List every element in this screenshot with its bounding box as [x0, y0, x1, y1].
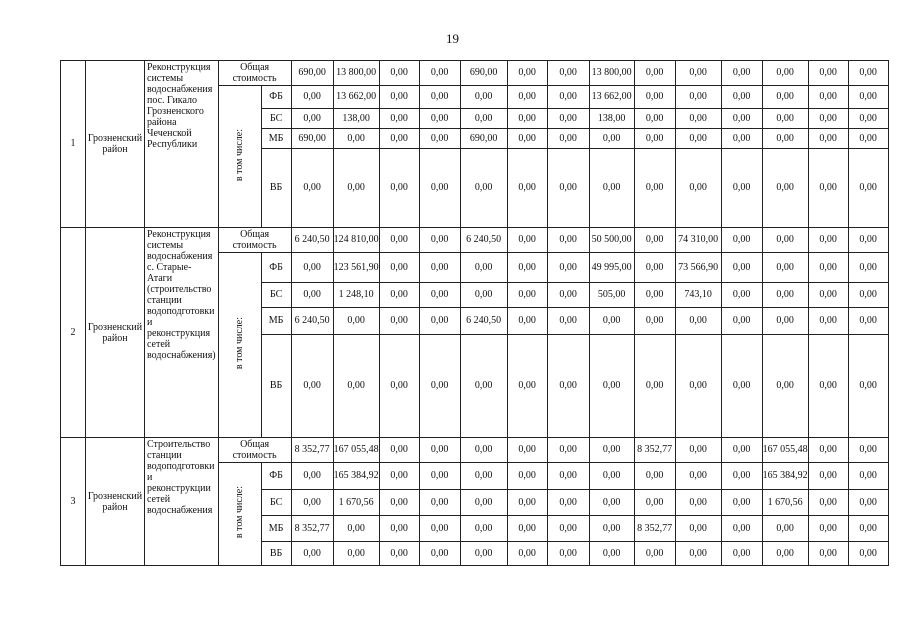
value-cell: 0,00 — [808, 283, 848, 308]
value-cell: 0,00 — [808, 129, 848, 149]
value-cell: 0,00 — [675, 463, 721, 490]
value-cell: 0,00 — [379, 335, 419, 438]
value-cell: 0,00 — [507, 463, 547, 490]
value-cell: 690,00 — [291, 61, 333, 86]
value-cell: 0,00 — [547, 86, 589, 109]
value-cell: 0,00 — [547, 129, 589, 149]
value-cell: 0,00 — [547, 61, 589, 86]
value-cell: 1 248,10 — [333, 283, 379, 308]
value-cell: 0,00 — [547, 516, 589, 542]
value-cell: 0,00 — [291, 490, 333, 516]
value-cell: 0,00 — [547, 283, 589, 308]
value-cell: 0,00 — [675, 516, 721, 542]
value-cell: 0,00 — [762, 228, 808, 253]
page-number: 19 — [446, 31, 459, 46]
value-cell: 0,00 — [634, 308, 675, 335]
value-cell: 8 352,77 — [291, 516, 333, 542]
district-name: Грозненский район — [86, 61, 145, 228]
table-row-total — [61, 228, 889, 253]
value-cell: 0,00 — [507, 308, 547, 335]
value-cell: 0,00 — [379, 438, 419, 463]
value-cell: 0,00 — [848, 129, 888, 149]
value-cell: 0,00 — [507, 129, 547, 149]
row-index: 1 — [61, 61, 86, 228]
value-cell: 0,00 — [507, 253, 547, 283]
value-cell: 0,00 — [848, 109, 888, 129]
value-cell: 0,00 — [333, 149, 379, 228]
value-cell: 0,00 — [848, 228, 888, 253]
value-cell: 0,00 — [419, 542, 460, 566]
value-cell: 0,00 — [333, 516, 379, 542]
value-cell: 0,00 — [547, 335, 589, 438]
value-cell: 0,00 — [379, 86, 419, 109]
including-label-text: в том числе: — [233, 486, 245, 539]
value-cell: 165 384,92 — [762, 463, 808, 490]
value-cell: 0,00 — [808, 308, 848, 335]
value-cell: 0,00 — [721, 283, 762, 308]
value-cell: 0,00 — [675, 438, 721, 463]
value-cell: 0,00 — [721, 129, 762, 149]
value-cell: 50 500,00 — [589, 228, 634, 253]
value-cell: 0,00 — [721, 86, 762, 109]
value-cell: 0,00 — [808, 542, 848, 566]
value-cell: 0,00 — [808, 463, 848, 490]
value-cell: 0,00 — [634, 109, 675, 129]
value-cell: 0,00 — [808, 335, 848, 438]
project-name: Реконструкция системы водоснабжения с. Старые-Атаги (строительство станции водоподготовки и реконструкция сетей водоснабжения) — [145, 228, 219, 438]
value-cell: 0,00 — [507, 149, 547, 228]
including-label — [218, 86, 261, 228]
value-cell: 0,00 — [634, 283, 675, 308]
value-cell: 0,00 — [762, 283, 808, 308]
value-cell: 0,00 — [507, 228, 547, 253]
value-cell: 0,00 — [762, 149, 808, 228]
value-cell: 0,00 — [675, 308, 721, 335]
value-cell: 0,00 — [547, 490, 589, 516]
value-cell: 0,00 — [379, 542, 419, 566]
funding-source-code: ВБ — [261, 542, 291, 566]
value-cell: 0,00 — [721, 463, 762, 490]
value-cell: 0,00 — [460, 516, 507, 542]
value-cell: 1 670,56 — [333, 490, 379, 516]
value-cell: 0,00 — [460, 283, 507, 308]
value-cell: 0,00 — [675, 490, 721, 516]
value-cell: 0,00 — [507, 516, 547, 542]
value-cell: 0,00 — [379, 283, 419, 308]
value-cell: 0,00 — [721, 308, 762, 335]
value-cell: 0,00 — [721, 490, 762, 516]
value-cell: 0,00 — [848, 149, 888, 228]
value-cell: 0,00 — [848, 438, 888, 463]
value-cell: 0,00 — [721, 253, 762, 283]
value-cell: 0,00 — [291, 109, 333, 129]
value-cell: 0,00 — [589, 463, 634, 490]
value-cell: 73 566,90 — [675, 253, 721, 283]
value-cell: 0,00 — [291, 335, 333, 438]
value-cell: 0,00 — [762, 253, 808, 283]
value-cell: 0,00 — [675, 129, 721, 149]
value-cell: 0,00 — [547, 228, 589, 253]
value-cell: 0,00 — [547, 109, 589, 129]
value-cell: 0,00 — [379, 463, 419, 490]
including-label-text: в том числе: — [233, 128, 245, 182]
value-cell: 0,00 — [634, 228, 675, 253]
value-cell: 0,00 — [762, 129, 808, 149]
funding-source-code: ВБ — [261, 149, 291, 228]
value-cell: 0,00 — [547, 308, 589, 335]
value-cell: 0,00 — [762, 86, 808, 109]
value-cell: 0,00 — [333, 308, 379, 335]
project-name: Строительство станции водоподготовки и реконструкции сетей водоснабжения — [145, 438, 219, 566]
value-cell: 0,00 — [721, 438, 762, 463]
value-cell: 0,00 — [808, 228, 848, 253]
value-cell: 124 810,00 — [333, 228, 379, 253]
value-cell: 8 352,77 — [634, 438, 675, 463]
value-cell: 49 995,00 — [589, 253, 634, 283]
funding-source-code: МБ — [261, 308, 291, 335]
value-cell: 6 240,50 — [291, 228, 333, 253]
value-cell: 0,00 — [589, 542, 634, 566]
value-cell: 0,00 — [291, 283, 333, 308]
value-cell: 0,00 — [379, 490, 419, 516]
value-cell: 0,00 — [460, 490, 507, 516]
value-cell: 0,00 — [419, 86, 460, 109]
value-cell: 0,00 — [589, 438, 634, 463]
value-cell: 0,00 — [379, 129, 419, 149]
funding-source-code: МБ — [261, 516, 291, 542]
row-index: 3 — [61, 438, 86, 566]
value-cell: 0,00 — [848, 542, 888, 566]
table-row-total — [61, 438, 889, 463]
value-cell: 0,00 — [419, 516, 460, 542]
funding-source-code: ФБ — [261, 463, 291, 490]
value-cell: 0,00 — [507, 542, 547, 566]
value-cell: 0,00 — [634, 61, 675, 86]
value-cell: 0,00 — [419, 438, 460, 463]
value-cell: 690,00 — [460, 129, 507, 149]
value-cell: 0,00 — [507, 438, 547, 463]
value-cell: 0,00 — [507, 490, 547, 516]
value-cell: 0,00 — [721, 61, 762, 86]
value-cell: 0,00 — [634, 253, 675, 283]
value-cell: 0,00 — [589, 149, 634, 228]
including-label-text: в том числе: — [233, 317, 245, 370]
value-cell: 0,00 — [547, 253, 589, 283]
value-cell: 0,00 — [460, 335, 507, 438]
including-label — [218, 253, 261, 438]
value-cell: 167 055,48 — [333, 438, 379, 463]
value-cell: 0,00 — [379, 109, 419, 129]
value-cell: 0,00 — [634, 129, 675, 149]
value-cell: 0,00 — [419, 490, 460, 516]
value-cell: 0,00 — [419, 283, 460, 308]
value-cell: 0,00 — [808, 516, 848, 542]
funding-source-code: МБ — [261, 129, 291, 149]
value-cell: 0,00 — [291, 463, 333, 490]
value-cell: 0,00 — [808, 490, 848, 516]
value-cell: 0,00 — [507, 86, 547, 109]
value-cell: 0,00 — [675, 149, 721, 228]
funding-source-code: БС — [261, 490, 291, 516]
value-cell: 0,00 — [762, 335, 808, 438]
value-cell: 743,10 — [675, 283, 721, 308]
value-cell: 0,00 — [419, 253, 460, 283]
value-cell: 138,00 — [589, 109, 634, 129]
value-cell: 13 800,00 — [589, 61, 634, 86]
value-cell: 0,00 — [589, 129, 634, 149]
value-cell: 0,00 — [460, 86, 507, 109]
project-name: Реконструкция системы водоснабжения пос. Гикало Грозненского района Чеченской Республики — [145, 61, 219, 228]
value-cell: 505,00 — [589, 283, 634, 308]
value-cell: 6 240,50 — [460, 308, 507, 335]
value-cell: 0,00 — [634, 86, 675, 109]
including-label — [218, 463, 261, 566]
value-cell: 0,00 — [848, 516, 888, 542]
value-cell: 0,00 — [460, 542, 507, 566]
value-cell: 6 240,50 — [291, 308, 333, 335]
value-cell: 0,00 — [460, 438, 507, 463]
value-cell: 0,00 — [848, 335, 888, 438]
value-cell: 6 240,50 — [460, 228, 507, 253]
value-cell: 0,00 — [721, 228, 762, 253]
value-cell: 0,00 — [460, 149, 507, 228]
funding-source-code: БС — [261, 283, 291, 308]
value-cell: 0,00 — [808, 253, 848, 283]
value-cell: 0,00 — [721, 149, 762, 228]
value-cell: 0,00 — [547, 463, 589, 490]
value-cell: 0,00 — [547, 149, 589, 228]
value-cell: 0,00 — [419, 129, 460, 149]
value-cell: 0,00 — [808, 149, 848, 228]
value-cell: 0,00 — [419, 61, 460, 86]
value-cell: 0,00 — [634, 335, 675, 438]
value-cell: 0,00 — [634, 490, 675, 516]
value-cell: 74 310,00 — [675, 228, 721, 253]
value-cell: 0,00 — [634, 542, 675, 566]
funding-source-code: ФБ — [261, 86, 291, 109]
value-cell: 0,00 — [808, 109, 848, 129]
value-cell: 0,00 — [291, 149, 333, 228]
funding-table — [60, 60, 889, 566]
value-cell: 0,00 — [333, 129, 379, 149]
value-cell: 0,00 — [762, 542, 808, 566]
value-cell: 0,00 — [675, 335, 721, 438]
value-cell: 0,00 — [589, 308, 634, 335]
value-cell: 0,00 — [675, 109, 721, 129]
value-cell: 0,00 — [379, 308, 419, 335]
value-cell: 0,00 — [379, 149, 419, 228]
row-index: 2 — [61, 228, 86, 438]
value-cell: 0,00 — [419, 228, 460, 253]
value-cell: 0,00 — [589, 516, 634, 542]
district-name: Грозненский район — [86, 228, 145, 438]
value-cell: 0,00 — [762, 109, 808, 129]
value-cell: 0,00 — [291, 86, 333, 109]
value-cell: 0,00 — [848, 61, 888, 86]
value-cell: 0,00 — [419, 109, 460, 129]
value-cell: 0,00 — [848, 283, 888, 308]
value-cell: 0,00 — [634, 463, 675, 490]
value-cell: 0,00 — [721, 109, 762, 129]
value-cell: 0,00 — [675, 542, 721, 566]
value-cell: 0,00 — [848, 253, 888, 283]
value-cell: 0,00 — [291, 253, 333, 283]
value-cell: 0,00 — [460, 109, 507, 129]
value-cell: 0,00 — [589, 335, 634, 438]
value-cell: 0,00 — [848, 86, 888, 109]
total-cost-label: Общая стоимость — [218, 228, 291, 253]
table-row-total — [61, 61, 889, 86]
value-cell: 0,00 — [721, 335, 762, 438]
funding-source-code: ВБ — [261, 335, 291, 438]
value-cell: 0,00 — [721, 516, 762, 542]
value-cell: 8 352,77 — [634, 516, 675, 542]
value-cell: 0,00 — [419, 463, 460, 490]
value-cell: 0,00 — [379, 61, 419, 86]
value-cell: 0,00 — [547, 438, 589, 463]
value-cell: 0,00 — [675, 61, 721, 86]
funding-source-code: БС — [261, 109, 291, 129]
value-cell: 0,00 — [379, 228, 419, 253]
value-cell: 0,00 — [460, 253, 507, 283]
value-cell: 0,00 — [291, 542, 333, 566]
value-cell: 13 662,00 — [589, 86, 634, 109]
value-cell: 0,00 — [379, 253, 419, 283]
value-cell: 0,00 — [419, 335, 460, 438]
value-cell: 690,00 — [291, 129, 333, 149]
value-cell: 167 055,48 — [762, 438, 808, 463]
value-cell: 0,00 — [379, 516, 419, 542]
value-cell: 0,00 — [721, 542, 762, 566]
value-cell: 0,00 — [547, 542, 589, 566]
value-cell: 0,00 — [460, 463, 507, 490]
value-cell: 13 662,00 — [333, 86, 379, 109]
value-cell: 0,00 — [848, 463, 888, 490]
value-cell: 0,00 — [507, 283, 547, 308]
value-cell: 0,00 — [808, 438, 848, 463]
value-cell: 0,00 — [333, 542, 379, 566]
value-cell: 0,00 — [848, 490, 888, 516]
value-cell: 0,00 — [419, 308, 460, 335]
value-cell: 0,00 — [762, 61, 808, 86]
district-name: Грозненский район — [86, 438, 145, 566]
value-cell: 165 384,92 — [333, 463, 379, 490]
funding-source-code: ФБ — [261, 253, 291, 283]
value-cell: 123 561,90 — [333, 253, 379, 283]
value-cell: 0,00 — [762, 516, 808, 542]
value-cell: 0,00 — [419, 149, 460, 228]
value-cell: 0,00 — [634, 149, 675, 228]
value-cell: 8 352,77 — [291, 438, 333, 463]
value-cell: 138,00 — [333, 109, 379, 129]
value-cell: 0,00 — [808, 61, 848, 86]
value-cell: 0,00 — [848, 308, 888, 335]
value-cell: 0,00 — [507, 109, 547, 129]
value-cell: 0,00 — [333, 335, 379, 438]
value-cell: 0,00 — [507, 335, 547, 438]
value-cell: 0,00 — [675, 86, 721, 109]
total-cost-label: Общая стоимость — [218, 438, 291, 463]
value-cell: 0,00 — [507, 61, 547, 86]
value-cell: 13 800,00 — [333, 61, 379, 86]
value-cell: 0,00 — [762, 308, 808, 335]
total-cost-label: Общая стоимость — [218, 61, 291, 86]
value-cell: 0,00 — [589, 490, 634, 516]
value-cell: 0,00 — [808, 86, 848, 109]
value-cell: 1 670,56 — [762, 490, 808, 516]
value-cell: 690,00 — [460, 61, 507, 86]
